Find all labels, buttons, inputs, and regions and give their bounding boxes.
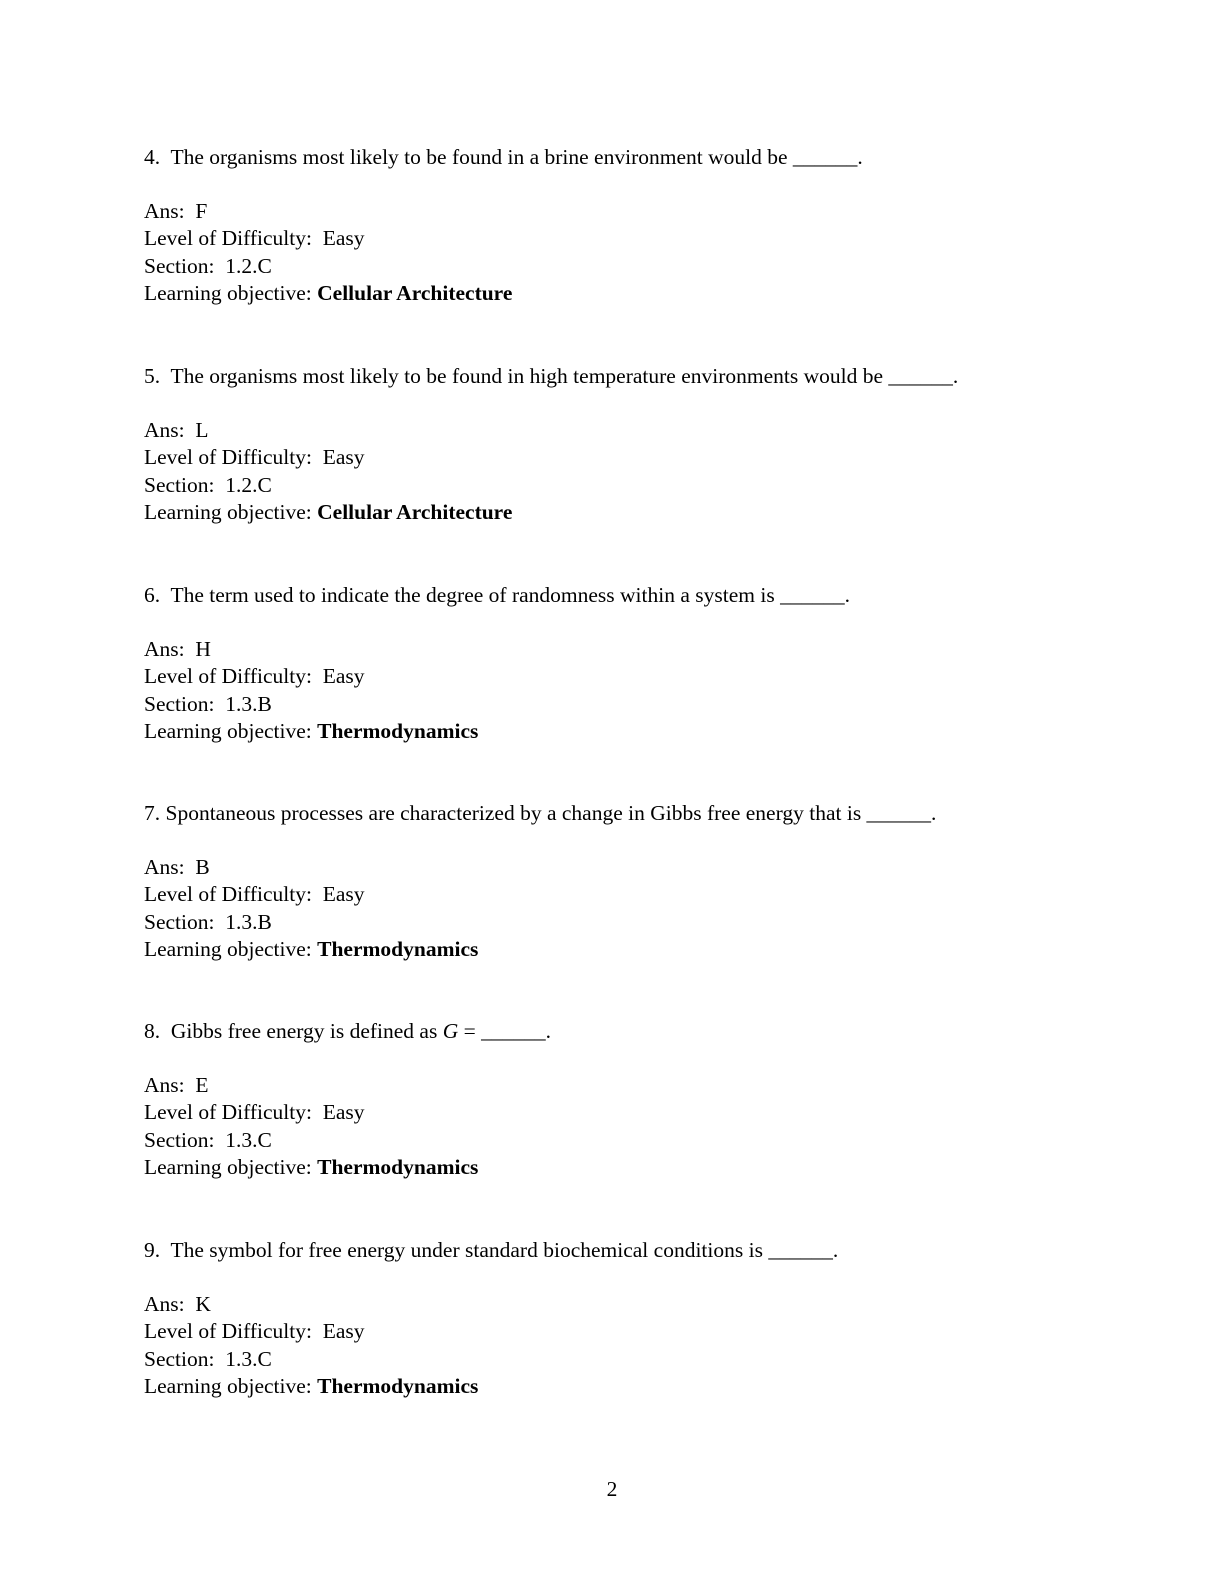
question-meta xyxy=(144,198,1104,307)
answer-value: H xyxy=(195,637,211,661)
question-6 xyxy=(144,582,1104,745)
answer-label: Ans: xyxy=(144,418,196,442)
question-9 xyxy=(144,1237,1104,1400)
objective-value: Thermodynamics xyxy=(317,936,479,961)
difficulty-line xyxy=(144,1318,1104,1345)
section-value: 1.2.C xyxy=(225,253,272,278)
objective-value: Thermodynamics xyxy=(317,1373,479,1398)
answer-value: F xyxy=(195,199,208,223)
section-line xyxy=(144,691,1104,718)
section-value: 1.2.C xyxy=(225,472,272,497)
difficulty-label: Level of Difficulty: xyxy=(144,664,323,689)
difficulty-value: Easy xyxy=(322,226,365,251)
question-text: 5. The organisms most likely to be found in high temperature environments would be ______. xyxy=(144,364,959,388)
objective-value: Thermodynamics xyxy=(317,718,479,743)
objective-value: Cellular Architecture xyxy=(317,499,513,524)
section-label: Section: xyxy=(144,691,226,716)
question-text-after: = ______. xyxy=(458,1019,552,1043)
difficulty-line xyxy=(144,444,1104,471)
answer-label: Ans: xyxy=(144,855,196,879)
section-value: 1.3.B xyxy=(225,909,272,934)
question-text: 6. The term used to indicate the degree of randomness within a system is ______. xyxy=(144,583,850,607)
objective-label: Learning objective: xyxy=(144,499,318,524)
objective-line xyxy=(144,1154,1104,1181)
section-line xyxy=(144,909,1104,936)
answer-line xyxy=(144,1072,1104,1099)
question-text: 7. Spontaneous processes are characterized by a change in Gibbs free energy that is ______. xyxy=(144,801,937,825)
answer-line xyxy=(144,417,1104,444)
answer-label: Ans: xyxy=(144,637,196,661)
section-line xyxy=(144,1346,1104,1373)
difficulty-value: Easy xyxy=(322,1100,365,1125)
question-5 xyxy=(144,363,1104,526)
objective-label: Learning objective: xyxy=(144,280,318,305)
difficulty-line xyxy=(144,1099,1104,1126)
page-number: 2 xyxy=(606,1477,618,1501)
answer-label: Ans: xyxy=(144,1073,196,1097)
section-label: Section: xyxy=(144,909,226,934)
objective-label: Learning objective: xyxy=(144,1373,318,1398)
section-line xyxy=(144,472,1104,499)
difficulty-label: Level of Difficulty: xyxy=(144,226,323,251)
objective-value: Thermodynamics xyxy=(317,1154,479,1179)
difficulty-value: Easy xyxy=(322,445,365,470)
question-meta xyxy=(144,1291,1104,1400)
question-meta xyxy=(144,417,1104,526)
answer-value: E xyxy=(195,1073,209,1097)
question-meta xyxy=(144,1072,1104,1181)
difficulty-label: Level of Difficulty: xyxy=(144,882,323,907)
difficulty-label: Level of Difficulty: xyxy=(144,1100,323,1125)
question-variable: G xyxy=(442,1019,459,1043)
answer-value: L xyxy=(195,418,209,442)
answer-line xyxy=(144,854,1104,881)
question-7 xyxy=(144,800,1104,963)
question-text xyxy=(144,1018,1104,1045)
objective-value: Cellular Architecture xyxy=(317,280,513,305)
section-value: 1.3.C xyxy=(225,1346,272,1371)
answer-value: K xyxy=(195,1292,211,1316)
difficulty-value: Easy xyxy=(322,1319,365,1344)
question-4 xyxy=(144,144,1104,307)
question-text-before: 8. Gibbs free energy is defined as xyxy=(144,1019,443,1043)
section-line xyxy=(144,1127,1104,1154)
section-label: Section: xyxy=(144,472,226,497)
section-value: 1.3.C xyxy=(225,1127,272,1152)
difficulty-label: Level of Difficulty: xyxy=(144,1319,323,1344)
section-value: 1.3.B xyxy=(225,691,272,716)
section-label: Section: xyxy=(144,1346,226,1371)
question-meta xyxy=(144,854,1104,963)
question-text: 9. The symbol for free energy under standard biochemical conditions is ______. xyxy=(144,1238,839,1262)
answer-label: Ans: xyxy=(144,199,196,223)
difficulty-line xyxy=(144,225,1104,252)
difficulty-label: Level of Difficulty: xyxy=(144,445,323,470)
difficulty-value: Easy xyxy=(322,664,365,689)
section-label: Section: xyxy=(144,253,226,278)
objective-line xyxy=(144,1373,1104,1400)
objective-label: Learning objective: xyxy=(144,936,318,961)
answer-line xyxy=(144,198,1104,225)
answer-value: B xyxy=(195,855,210,879)
difficulty-line xyxy=(144,663,1104,690)
answer-line xyxy=(144,1291,1104,1318)
objective-label: Learning objective: xyxy=(144,1154,318,1179)
difficulty-line xyxy=(144,881,1104,908)
objective-label: Learning objective: xyxy=(144,718,318,743)
objective-line xyxy=(144,499,1104,526)
question-text: 4. The organisms most likely to be found in a brine environment would be ______. xyxy=(144,145,863,169)
objective-line xyxy=(144,280,1104,307)
question-8 xyxy=(144,1018,1104,1181)
objective-line xyxy=(144,936,1104,963)
section-label: Section: xyxy=(144,1127,226,1152)
answer-label: Ans: xyxy=(144,1292,196,1316)
objective-line xyxy=(144,718,1104,745)
difficulty-value: Easy xyxy=(322,882,365,907)
answer-line xyxy=(144,636,1104,663)
section-line xyxy=(144,253,1104,280)
question-meta xyxy=(144,636,1104,745)
